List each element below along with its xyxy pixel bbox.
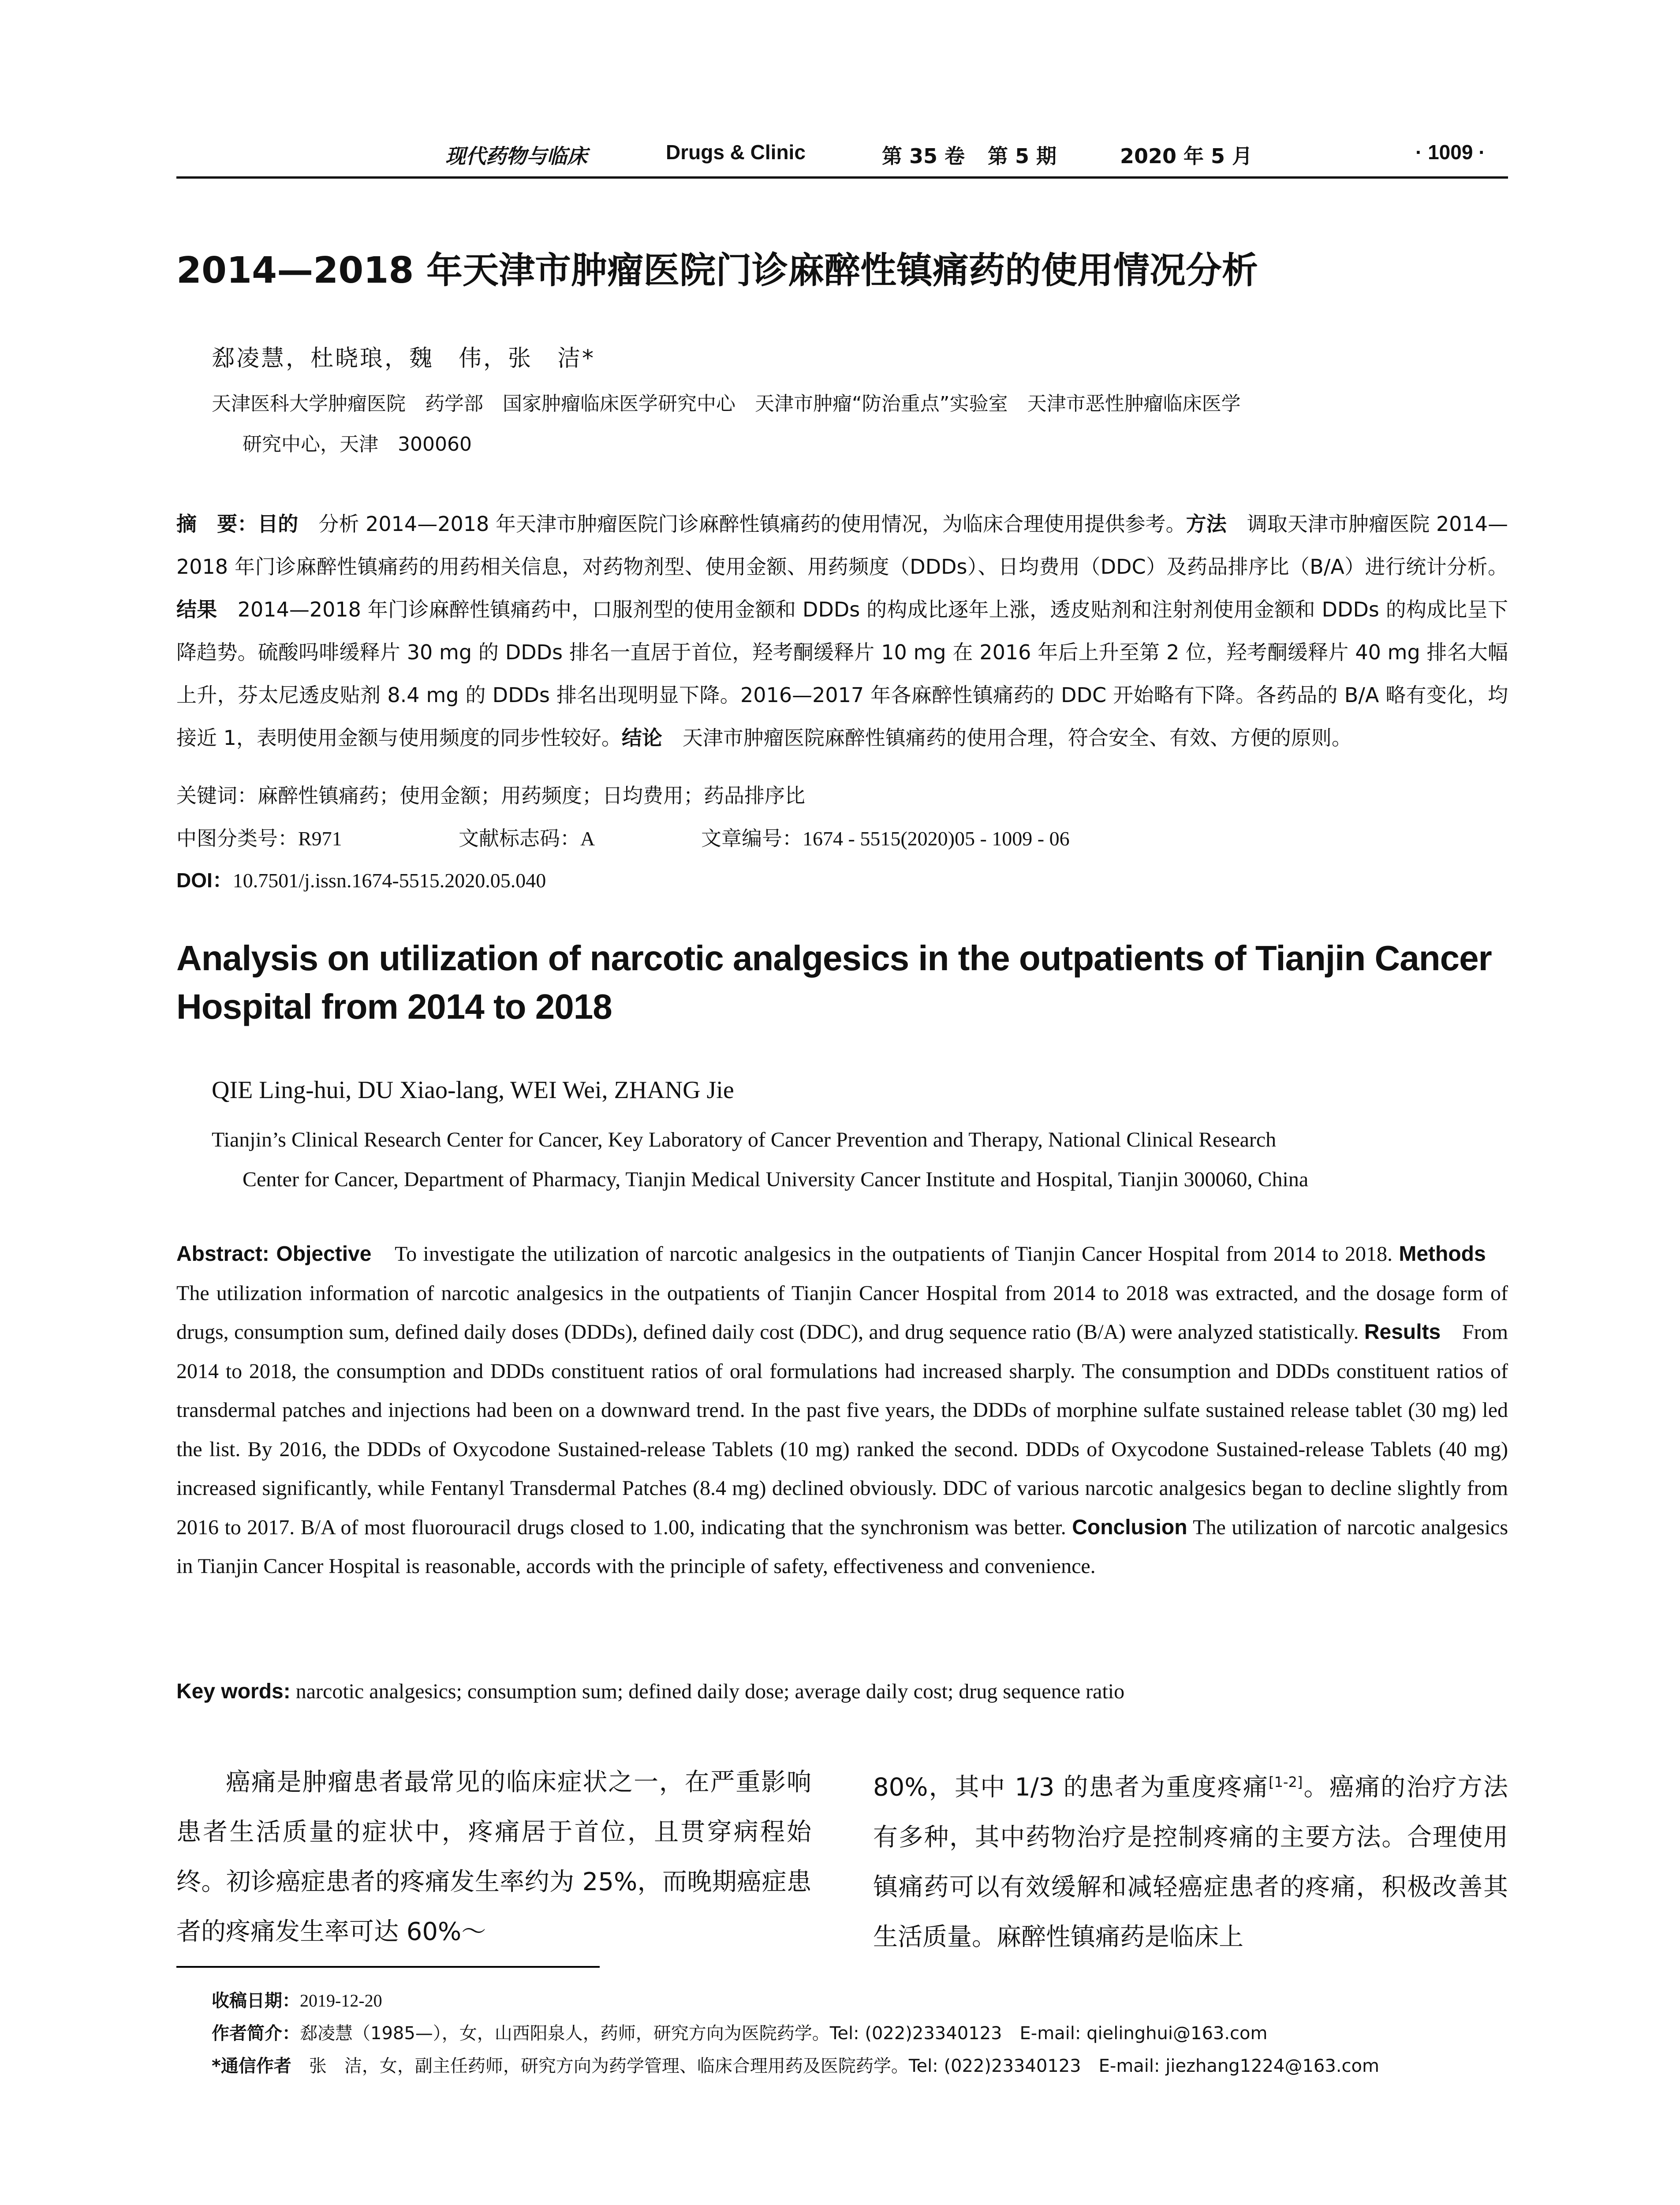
article-no-label: 文章编号： [701, 826, 803, 850]
en-objective-text: To investigate the utilization of narcotic analgesics in the outpatients of Tianjin Cancer Hospital from 2014 to 2018. [371, 1242, 1393, 1266]
en-abstract-objective-label: Abstract: Objective [176, 1242, 372, 1266]
cn-objective-label: 目的 [258, 512, 299, 536]
cn-affiliation [212, 384, 1512, 465]
page-number: · 1009 · [1415, 141, 1486, 164]
doc-code-value: A [580, 827, 595, 850]
footnotes [212, 1984, 1517, 2082]
citation: [1-2] [1269, 1774, 1303, 1790]
received-value: 2019-12-20 [300, 1991, 382, 2011]
clc-item [176, 822, 342, 852]
en-title: Analysis on utilization of narcotic analgesics in the outpatients of Tianjin Cancer Hospital from 2014 to 2018 [176, 938, 1492, 1026]
body-paragraph: 癌痛是肿瘤患者最常见的临床症状之一，在严重影响患者生活质量的症状中，疼痛居于首位，且贯穿病程始终。初诊癌症患者的疼痛发生率约为 25%，而晚期癌症患者的疼痛发生率可达 60%～ [176, 1768, 811, 1946]
cn-abstract-label: 摘 要： [176, 512, 258, 536]
cn-keywords-text: 麻醉性镇痛药；使用金额；用药频度；日均费用；药品排序比 [258, 784, 805, 807]
cn-results-label: 结果 [176, 598, 217, 621]
en-authors: QIE Ling-hui, DU Xiao-lang, WEI Wei, ZHANG Jie [212, 1076, 734, 1104]
cn-keywords [176, 780, 805, 809]
bio-label: 作者简介： [212, 2023, 300, 2044]
doi [176, 864, 546, 893]
running-header [176, 140, 1508, 176]
cn-methods-label: 方法 [1186, 512, 1227, 536]
corresponding-value: 张 洁，女，副主任药师，研究方向为药学管理、临床合理用药及医院药学。Tel: (022)23340123 E-mail: jiezhang1224@163.com [291, 2056, 1379, 2076]
clc-value: R971 [298, 827, 342, 850]
cn-objective-text: 分析 2014—2018 年天津市肿瘤医院门诊麻醉性镇痛药的使用情况，为临床合理使用提供参考。 [298, 512, 1186, 536]
en-abstract [176, 1235, 1508, 1586]
en-keywords-label: Key words: [176, 1680, 291, 1703]
en-methods-text: The utilization information of narcotic analgesics in the outpatients of Tianjin Cancer Hospital from 2014 to 2018 was extracted, and the dosage form of drugs, consumption sum, defined daily doses (DDDs), defined daily cost (DDC), and drug sequence ratio (B/A) were analyzed statistically. [176, 1242, 1508, 1344]
journal-name-cn: 现代药物与临床 [445, 144, 587, 168]
body-paragraph-continued-2: 。癌痛的治疗方法有多种，其中药物治疗是控制疼痛的主要方法。合理使用镇痛药可以有效缓解和减轻癌症患者的疼痛，积极改善其生活质量。麻醉性镇痛药是临床上 [873, 1773, 1508, 1951]
cn-conclusion-label: 结论 [621, 726, 662, 750]
en-affiliation [212, 1120, 1512, 1200]
issue-date: 2020 年 5 月 [1120, 144, 1253, 168]
doc-code-label: 文献标志码： [459, 826, 580, 850]
cn-keywords-label: 关键词： [176, 784, 258, 807]
clc-label: 中图分类号： [176, 826, 298, 850]
en-keywords [176, 1679, 1124, 1704]
footnote-author-bio [212, 2017, 1517, 2050]
cn-abstract [176, 503, 1508, 759]
cn-title: 2014—2018 年天津市肿瘤医院门诊麻醉性镇痛药的使用情况分析 [176, 250, 1258, 292]
cn-methods-text: 调取天津市肿瘤医院 2014—2018 年门诊麻醉性镇痛药的用药相关信息，对药物剂型、使用金额、用药频度（DDDs）、日均费用（DDC）及药品排序比（B/A）进行统计分析。 [176, 512, 1508, 579]
en-methods-label: Methods [1399, 1242, 1486, 1266]
issue: 第 5 期 [988, 144, 1057, 168]
doi-label: DOI： [176, 869, 233, 892]
cn-conclusion-text: 天津市肿瘤医院麻醉性镇痛药的使用合理，符合安全、有效、方便的原则。 [662, 726, 1352, 750]
footnote-corresponding [212, 2050, 1517, 2082]
cn-authors: 郄凌慧，杜晓琅，魏 伟，张 洁* [212, 345, 596, 372]
article-no-item [701, 822, 1070, 852]
en-affiliation-line2: Center for Cancer, Department of Pharmacy, Tianjin Medical University Cancer Institute and Hospital, Tianjin 300060, China [243, 1168, 1309, 1191]
footnote-received [212, 1984, 1517, 2017]
body-column-left [176, 1757, 811, 1957]
footnote-rule [176, 1966, 600, 1968]
cn-results-text: 2014—2018 年门诊麻醉性镇痛药中，口服剂型的使用金额和 DDDs 的构成比逐年上涨，透皮贴剂和注射剂使用金额和 DDDs 的构成比呈下降趋势。硫酸吗啡缓释片 30 mg 的 DDDs 排名一直居于首位，羟考酮缓释片 10 mg 在 2016 年后上升至第 2 位，羟考酮缓释片 40 mg 排名大幅上升，芬太尼透皮贴剂 8.4 mg 的 DDDs 排名出现明显下降。2016—2017 年各麻醉性镇痛药的 DDC 开始略有下降。各药品的 B/A 略有变化，均接近 1，表明使用金额与使用频度的同步性较好。 [176, 598, 1508, 750]
body-paragraph-continued: 80%，其中 1/3 的患者为重度疼痛 [873, 1773, 1269, 1802]
en-affiliation-line1: Tianjin’s Clinical Research Center for Cancer, Key Laboratory of Cancer Prevention and Therapy, National Clinical Research [212, 1128, 1277, 1151]
en-conclusion-label: Conclusion [1072, 1515, 1187, 1539]
article-no-value: 1674 - 5515(2020)05 - 1009 - 06 [803, 827, 1070, 850]
en-results-text: From 2014 to 2018, the consumption and DDDs constituent ratios of oral formulations had increased sharply. The consumption and DDDs constituent ratios of transdermal patches and injections had been on a downward trend. In the past five years, the DDDs of morphine sulfate sustained release tablet (30 mg) led the list. By 2016, the DDDs of Oxycodone Sustained-release Tablets (10 mg) ranked the second. DDDs of Oxycodone Sustained-release Tablets (40 mg) increased significantly, while Fentanyl Transdermal Patches (8.4 mg) declined obviously. DDC of various narcotic analgesics began to decline slightly from 2016 to 2017. B/A of most fluorouracil drugs closed to 1.00, indicating that the synchronism was better. [176, 1320, 1508, 1539]
body-column-right [873, 1757, 1508, 1962]
header-rule [176, 176, 1508, 179]
en-keywords-text: narcotic analgesics; consumption sum; defined daily dose; average daily cost; drug sequence ratio [290, 1680, 1125, 1703]
doc-code-item [459, 822, 595, 852]
journal-name-en: Drugs & Clinic [666, 141, 806, 164]
bio-value: 郄凌慧（1985—），女，山西阳泉人，药师，研究方向为医院药学。Tel: (022)23340123 E-mail: qielinghui@163.com [300, 2023, 1268, 2044]
doi-value: 10.7501/j.issn.1674-5515.2020.05.040 [232, 869, 546, 892]
received-label: 收稿日期： [212, 1991, 300, 2011]
cn-affiliation-line2: 研究中心，天津 300060 [243, 433, 472, 456]
en-results-label: Results [1364, 1320, 1441, 1344]
cn-classification [176, 822, 1508, 853]
cn-affiliation-line1: 天津医科大学肿瘤医院 药学部 国家肿瘤临床医学研究中心 天津市肿瘤“防治重点”实验室 天津市恶性肿瘤临床医学 [212, 392, 1241, 415]
corresponding-label: *通信作者 [212, 2056, 291, 2076]
volume: 第 35 卷 [882, 144, 965, 168]
en-conclusion-text: The utilization of narcotic analgesics in Tianjin Cancer Hospital is reasonable, accords with the principle of safety, effectiveness and convenience. [176, 1515, 1508, 1578]
